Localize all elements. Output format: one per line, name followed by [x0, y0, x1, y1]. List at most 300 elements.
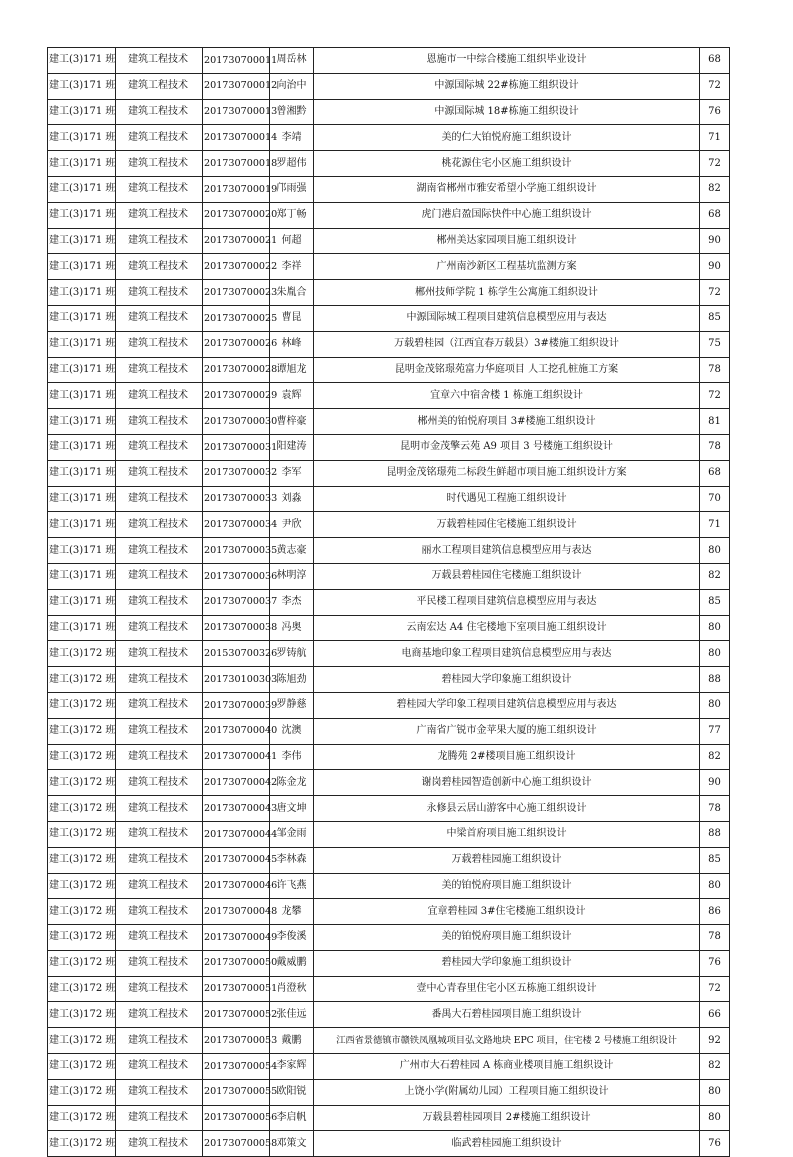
thesis-topic-cell: 上饶小学(附属幼儿园）工程项目施工组织设计	[314, 1079, 700, 1105]
student-name-cell: 李靖	[270, 125, 314, 151]
student-name-cell: 陈金龙	[270, 770, 314, 796]
thesis-topic-cell: 中梁首府项目施工组织设计	[314, 821, 700, 847]
student-id-cell: 201730700020	[203, 202, 270, 228]
major-cell: 建筑工程技术	[116, 589, 203, 615]
score-cell: 70	[700, 486, 730, 512]
table-row	[48, 99, 730, 125]
thesis-topic-cell: 丽水工程项目建筑信息模型应用与表达	[314, 538, 700, 564]
student-id-cell: 201730700019	[203, 176, 270, 202]
major-cell: 建筑工程技术	[116, 847, 203, 873]
score-cell: 82	[700, 1054, 730, 1080]
student-name-cell: 冯奥	[270, 615, 314, 641]
thesis-topic-cell: 广州市大石碧桂园 A 栋商业楼项目施工组织设计	[314, 1054, 700, 1080]
thesis-topic-cell: 碧桂园大学印象施工组织设计	[314, 667, 700, 693]
student-id-cell: 201730700021	[203, 228, 270, 254]
class-cell: 建工(3)172 班	[48, 976, 116, 1002]
student-name-cell: 朱胤合	[270, 280, 314, 306]
table-row	[48, 615, 730, 641]
student-id-cell: 201730700052	[203, 1002, 270, 1028]
table-row	[48, 821, 730, 847]
thesis-topic-cell: 万载县碧桂园住宅楼施工组织设计	[314, 563, 700, 589]
student-id-cell: 201730700041	[203, 744, 270, 770]
table-row	[48, 125, 730, 151]
student-name-cell: 李军	[270, 460, 314, 486]
student-name-cell: 陈旭劲	[270, 667, 314, 693]
student-name-cell: 曾湘黔	[270, 99, 314, 125]
major-cell: 建筑工程技术	[116, 615, 203, 641]
student-name-cell: 曹昆	[270, 305, 314, 331]
student-id-cell: 201730700053	[203, 1028, 270, 1054]
table-row	[48, 305, 730, 331]
thesis-topic-cell: 美的仁大铂悦府施工组织设计	[314, 125, 700, 151]
class-cell: 建工(3)171 班	[48, 202, 116, 228]
major-cell: 建筑工程技术	[116, 976, 203, 1002]
student-id-cell: 201730700031	[203, 434, 270, 460]
class-cell: 建工(3)172 班	[48, 667, 116, 693]
class-cell: 建工(3)172 班	[48, 873, 116, 899]
class-cell: 建工(3)171 班	[48, 615, 116, 641]
thesis-topic-cell: 中源国际城工程项目建筑信息模型应用与表达	[314, 305, 700, 331]
student-id-cell: 201730700036	[203, 563, 270, 589]
major-cell: 建筑工程技术	[116, 383, 203, 409]
table-row	[48, 667, 730, 693]
score-cell: 72	[700, 383, 730, 409]
thesis-topic-cell: 万载碧桂园施工组织设计	[314, 847, 700, 873]
grades-table	[47, 47, 730, 1157]
class-cell: 建工(3)172 班	[48, 899, 116, 925]
table-row	[48, 486, 730, 512]
student-id-cell: 201730700040	[203, 718, 270, 744]
class-cell: 建工(3)171 班	[48, 357, 116, 383]
score-cell: 92	[700, 1028, 730, 1054]
class-cell: 建工(3)171 班	[48, 460, 116, 486]
score-cell: 90	[700, 770, 730, 796]
class-cell: 建工(3)172 班	[48, 796, 116, 822]
class-cell: 建工(3)172 班	[48, 641, 116, 667]
table-row	[48, 563, 730, 589]
student-id-cell: 201730700050	[203, 950, 270, 976]
class-cell: 建工(3)171 班	[48, 434, 116, 460]
table-row	[48, 73, 730, 99]
major-cell: 建筑工程技术	[116, 1028, 203, 1054]
student-id-cell: 201730700012	[203, 73, 270, 99]
student-name-cell: 罗超伟	[270, 151, 314, 177]
score-cell: 72	[700, 151, 730, 177]
thesis-topic-cell: 永修县云居山游客中心施工组织设计	[314, 796, 700, 822]
class-cell: 建工(3)171 班	[48, 563, 116, 589]
major-cell: 建筑工程技术	[116, 718, 203, 744]
score-cell: 68	[700, 460, 730, 486]
table-row	[48, 899, 730, 925]
score-cell: 82	[700, 744, 730, 770]
major-cell: 建筑工程技术	[116, 460, 203, 486]
thesis-topic-cell: 广州南沙新区工程基坑监测方案	[314, 254, 700, 280]
major-cell: 建筑工程技术	[116, 486, 203, 512]
score-cell: 80	[700, 615, 730, 641]
major-cell: 建筑工程技术	[116, 409, 203, 435]
class-cell: 建工(3)171 班	[48, 383, 116, 409]
student-name-cell: 沈澳	[270, 718, 314, 744]
grades-table-body	[48, 48, 730, 1157]
thesis-topic-cell: 美的铂悦府项目施工组织设计	[314, 925, 700, 951]
student-name-cell: 何超	[270, 228, 314, 254]
student-name-cell: 林峰	[270, 331, 314, 357]
class-cell: 建工(3)172 班	[48, 950, 116, 976]
thesis-topic-cell: 宜章碧桂园 3#住宅楼施工组织设计	[314, 899, 700, 925]
thesis-topic-cell: 湖南省郴州市雅安希望小学施工组织设计	[314, 176, 700, 202]
class-cell: 建工(3)171 班	[48, 486, 116, 512]
thesis-topic-cell: 碧桂园大学印象工程项目建筑信息模型应用与表达	[314, 692, 700, 718]
major-cell: 建筑工程技术	[116, 331, 203, 357]
class-cell: 建工(3)172 班	[48, 847, 116, 873]
class-cell: 建工(3)171 班	[48, 125, 116, 151]
thesis-topic-cell: 昆明市金茂擎云苑 A9 项目 3 号楼施工组织设计	[314, 434, 700, 460]
score-cell: 86	[700, 899, 730, 925]
thesis-topic-cell: 云南宏达 A4 住宅楼地下室项目施工组织设计	[314, 615, 700, 641]
score-cell: 76	[700, 99, 730, 125]
thesis-topic-cell: 中源国际城 22#栋施工组织设计	[314, 73, 700, 99]
score-cell: 85	[700, 847, 730, 873]
major-cell: 建筑工程技术	[116, 667, 203, 693]
class-cell: 建工(3)171 班	[48, 254, 116, 280]
score-cell: 81	[700, 409, 730, 435]
thesis-topic-cell: 龙腾苑 2#楼项目施工组织设计	[314, 744, 700, 770]
score-cell: 82	[700, 176, 730, 202]
student-id-cell: 201730700028	[203, 357, 270, 383]
student-id-cell: 201730700044	[203, 821, 270, 847]
thesis-topic-cell: 中源国际城 18#栋施工组织设计	[314, 99, 700, 125]
student-name-cell: 李俊溪	[270, 925, 314, 951]
class-cell: 建工(3)171 班	[48, 176, 116, 202]
score-cell: 78	[700, 357, 730, 383]
class-cell: 建工(3)172 班	[48, 1079, 116, 1105]
student-id-cell: 201730700043	[203, 796, 270, 822]
table-row	[48, 976, 730, 1002]
major-cell: 建筑工程技术	[116, 357, 203, 383]
student-id-cell: 201730700045	[203, 847, 270, 873]
thesis-topic-cell: 万载碧桂园（江西宜春万载县）3#楼施工组织设计	[314, 331, 700, 357]
student-name-cell: 肖澄秋	[270, 976, 314, 1002]
student-name-cell: 戴鹏	[270, 1028, 314, 1054]
class-cell: 建工(3)172 班	[48, 821, 116, 847]
student-name-cell: 刘淼	[270, 486, 314, 512]
score-cell: 71	[700, 125, 730, 151]
major-cell: 建筑工程技术	[116, 796, 203, 822]
major-cell: 建筑工程技术	[116, 151, 203, 177]
major-cell: 建筑工程技术	[116, 512, 203, 538]
student-id-cell: 201730700026	[203, 331, 270, 357]
student-id-cell: 201730700033	[203, 486, 270, 512]
thesis-topic-cell: 电商基地印象工程项目建筑信息模型应用与表达	[314, 641, 700, 667]
class-cell: 建工(3)172 班	[48, 1028, 116, 1054]
score-cell: 80	[700, 538, 730, 564]
class-cell: 建工(3)172 班	[48, 1131, 116, 1157]
thesis-topic-cell: 谢岗碧桂园智造创新中心施工组织设计	[314, 770, 700, 796]
student-id-cell: 201730700025	[203, 305, 270, 331]
student-name-cell: 邓策文	[270, 1131, 314, 1157]
table-row	[48, 512, 730, 538]
table-row	[48, 254, 730, 280]
student-id-cell: 201730700042	[203, 770, 270, 796]
thesis-topic-cell: 虎门港启盈国际快件中心施工组织设计	[314, 202, 700, 228]
class-cell: 建工(3)171 班	[48, 73, 116, 99]
student-id-cell: 201730700049	[203, 925, 270, 951]
score-cell: 85	[700, 589, 730, 615]
major-cell: 建筑工程技术	[116, 48, 203, 74]
table-row	[48, 873, 730, 899]
major-cell: 建筑工程技术	[116, 228, 203, 254]
table-row	[48, 228, 730, 254]
major-cell: 建筑工程技术	[116, 1002, 203, 1028]
thesis-topic-cell: 番禺大石碧桂园项目施工组织设计	[314, 1002, 700, 1028]
thesis-topic-cell: 桃花源住宅小区施工组织设计	[314, 151, 700, 177]
table-row	[48, 434, 730, 460]
table-row	[48, 1002, 730, 1028]
score-cell: 82	[700, 563, 730, 589]
table-row	[48, 1054, 730, 1080]
thesis-topic-cell: 恩施市一中综合楼施工组织毕业设计	[314, 48, 700, 74]
table-row	[48, 383, 730, 409]
major-cell: 建筑工程技术	[116, 821, 203, 847]
major-cell: 建筑工程技术	[116, 692, 203, 718]
thesis-topic-cell: 郴州美的铂悦府项目 3#楼施工组织设计	[314, 409, 700, 435]
thesis-topic-cell: 广南省广锐市金苹果大厦的施工组织设计	[314, 718, 700, 744]
class-cell: 建工(3)171 班	[48, 589, 116, 615]
score-cell: 78	[700, 434, 730, 460]
student-name-cell: 林明淳	[270, 563, 314, 589]
thesis-topic-cell: 美的铂悦府项目施工组织设计	[314, 873, 700, 899]
table-row	[48, 176, 730, 202]
major-cell: 建筑工程技术	[116, 434, 203, 460]
table-row	[48, 1105, 730, 1131]
student-name-cell: 张佳远	[270, 1002, 314, 1028]
table-row	[48, 770, 730, 796]
student-id-cell: 201730700058	[203, 1131, 270, 1157]
student-name-cell: 唐文坤	[270, 796, 314, 822]
major-cell: 建筑工程技术	[116, 770, 203, 796]
major-cell: 建筑工程技术	[116, 899, 203, 925]
score-cell: 72	[700, 280, 730, 306]
major-cell: 建筑工程技术	[116, 99, 203, 125]
major-cell: 建筑工程技术	[116, 176, 203, 202]
table-row	[48, 1079, 730, 1105]
score-cell: 90	[700, 254, 730, 280]
score-cell: 68	[700, 202, 730, 228]
class-cell: 建工(3)171 班	[48, 228, 116, 254]
score-cell: 80	[700, 1105, 730, 1131]
student-name-cell: 郑丁畅	[270, 202, 314, 228]
student-name-cell: 欧阳锐	[270, 1079, 314, 1105]
score-cell: 68	[700, 48, 730, 74]
student-name-cell: 李启帆	[270, 1105, 314, 1131]
table-row	[48, 744, 730, 770]
thesis-topic-cell: 郴州技师学院 1 栋学生公寓施工组织设计	[314, 280, 700, 306]
major-cell: 建筑工程技术	[116, 305, 203, 331]
score-cell: 71	[700, 512, 730, 538]
major-cell: 建筑工程技术	[116, 125, 203, 151]
major-cell: 建筑工程技术	[116, 1054, 203, 1080]
thesis-topic-cell: 临武碧桂园施工组织设计	[314, 1131, 700, 1157]
thesis-topic-cell: 万载县碧桂园项目 2#楼施工组织设计	[314, 1105, 700, 1131]
class-cell: 建工(3)172 班	[48, 770, 116, 796]
class-cell: 建工(3)172 班	[48, 744, 116, 770]
table-row	[48, 331, 730, 357]
table-row	[48, 796, 730, 822]
student-id-cell: 201730700029	[203, 383, 270, 409]
thesis-topic-cell: 昆明金茂铭璟苑二标段生鲜超市项目施工组织设计方案	[314, 460, 700, 486]
major-cell: 建筑工程技术	[116, 744, 203, 770]
table-row	[48, 1028, 730, 1054]
student-id-cell: 201730700039	[203, 692, 270, 718]
student-id-cell: 201730700055	[203, 1079, 270, 1105]
class-cell: 建工(3)171 班	[48, 151, 116, 177]
student-name-cell: 龙攀	[270, 899, 314, 925]
score-cell: 78	[700, 925, 730, 951]
student-id-cell: 201730700013	[203, 99, 270, 125]
thesis-topic-cell: 碧桂园大学印象施工组织设计	[314, 950, 700, 976]
table-row	[48, 409, 730, 435]
major-cell: 建筑工程技术	[116, 563, 203, 589]
class-cell: 建工(3)171 班	[48, 538, 116, 564]
table-row	[48, 641, 730, 667]
thesis-topic-cell: 万载碧桂园住宅楼施工组织设计	[314, 512, 700, 538]
class-cell: 建工(3)171 班	[48, 409, 116, 435]
student-id-cell: 201730700046	[203, 873, 270, 899]
student-name-cell: 袁辉	[270, 383, 314, 409]
student-name-cell: 戴威鹏	[270, 950, 314, 976]
major-cell: 建筑工程技术	[116, 950, 203, 976]
major-cell: 建筑工程技术	[116, 254, 203, 280]
table-row	[48, 460, 730, 486]
table-row	[48, 950, 730, 976]
student-id-cell: 201730700030	[203, 409, 270, 435]
score-cell: 76	[700, 1131, 730, 1157]
student-name-cell: 邹金雨	[270, 821, 314, 847]
student-id-cell: 201730700014	[203, 125, 270, 151]
table-row	[48, 202, 730, 228]
major-cell: 建筑工程技术	[116, 73, 203, 99]
table-row	[48, 48, 730, 74]
score-cell: 80	[700, 692, 730, 718]
student-id-cell: 201530700326	[203, 641, 270, 667]
class-cell: 建工(3)172 班	[48, 1054, 116, 1080]
class-cell: 建工(3)172 班	[48, 718, 116, 744]
table-row	[48, 718, 730, 744]
major-cell: 建筑工程技术	[116, 202, 203, 228]
score-cell: 77	[700, 718, 730, 744]
score-cell: 90	[700, 228, 730, 254]
table-row	[48, 357, 730, 383]
thesis-topic-cell: 昆明金茂铭璟苑富力华庭项目 人工挖孔桩施工方案	[314, 357, 700, 383]
student-name-cell: 罗铸航	[270, 641, 314, 667]
major-cell: 建筑工程技术	[116, 1105, 203, 1131]
student-id-cell: 201730700056	[203, 1105, 270, 1131]
student-id-cell: 201730700054	[203, 1054, 270, 1080]
student-name-cell: 尹欣	[270, 512, 314, 538]
major-cell: 建筑工程技术	[116, 641, 203, 667]
score-cell: 75	[700, 331, 730, 357]
score-cell: 72	[700, 73, 730, 99]
score-cell: 80	[700, 873, 730, 899]
table-row	[48, 280, 730, 306]
score-cell: 72	[700, 976, 730, 1002]
table-row	[48, 538, 730, 564]
student-name-cell: 李伟	[270, 744, 314, 770]
class-cell: 建工(3)172 班	[48, 1105, 116, 1131]
major-cell: 建筑工程技术	[116, 925, 203, 951]
major-cell: 建筑工程技术	[116, 538, 203, 564]
class-cell: 建工(3)171 班	[48, 331, 116, 357]
major-cell: 建筑工程技术	[116, 280, 203, 306]
student-id-cell: 201730700034	[203, 512, 270, 538]
score-cell: 88	[700, 821, 730, 847]
student-id-cell: 201730700038	[203, 615, 270, 641]
major-cell: 建筑工程技术	[116, 1079, 203, 1105]
table-row	[48, 692, 730, 718]
student-name-cell: 邝雨强	[270, 176, 314, 202]
student-id-cell: 201730700032	[203, 460, 270, 486]
student-name-cell: 谭旭龙	[270, 357, 314, 383]
major-cell: 建筑工程技术	[116, 873, 203, 899]
score-cell: 80	[700, 1079, 730, 1105]
student-id-cell: 201730700037	[203, 589, 270, 615]
student-name-cell: 李杰	[270, 589, 314, 615]
table-row	[48, 925, 730, 951]
student-id-cell: 201730700022	[203, 254, 270, 280]
class-cell: 建工(3)171 班	[48, 99, 116, 125]
student-name-cell: 向治中	[270, 73, 314, 99]
thesis-topic-cell: 时代遇见工程施工组织设计	[314, 486, 700, 512]
student-name-cell: 曹梓豪	[270, 409, 314, 435]
student-name-cell: 许飞燕	[270, 873, 314, 899]
student-name-cell: 周岳林	[270, 48, 314, 74]
class-cell: 建工(3)171 班	[48, 48, 116, 74]
student-id-cell: 201730100303	[203, 667, 270, 693]
student-id-cell: 201730700035	[203, 538, 270, 564]
major-cell: 建筑工程技术	[116, 1131, 203, 1157]
student-name-cell: 李祥	[270, 254, 314, 280]
score-cell: 85	[700, 305, 730, 331]
table-row	[48, 151, 730, 177]
class-cell: 建工(3)172 班	[48, 1002, 116, 1028]
student-name-cell: 罗静慈	[270, 692, 314, 718]
student-id-cell: 201730700018	[203, 151, 270, 177]
thesis-topic-cell: 宜章六中宿舍楼 1 栋施工组织设计	[314, 383, 700, 409]
score-cell: 78	[700, 796, 730, 822]
score-cell: 80	[700, 641, 730, 667]
student-name-cell: 黄志豪	[270, 538, 314, 564]
table-row	[48, 589, 730, 615]
student-id-cell: 201730700048	[203, 899, 270, 925]
thesis-topic-cell: 江西省景德镇市赣铁凤凰城项目弘文路地块 EPC 项目，住宅楼 2 号楼施工组织设计	[314, 1028, 700, 1054]
student-name-cell: 李家辉	[270, 1054, 314, 1080]
table-row	[48, 1131, 730, 1157]
class-cell: 建工(3)171 班	[48, 280, 116, 306]
class-cell: 建工(3)172 班	[48, 692, 116, 718]
class-cell: 建工(3)171 班	[48, 512, 116, 538]
student-name-cell: 阳建涛	[270, 434, 314, 460]
thesis-topic-cell: 平民楼工程项目建筑信息模型应用与表达	[314, 589, 700, 615]
score-cell: 66	[700, 1002, 730, 1028]
class-cell: 建工(3)171 班	[48, 305, 116, 331]
student-id-cell: 201730700011	[203, 48, 270, 74]
student-id-cell: 201730700051	[203, 976, 270, 1002]
score-cell: 76	[700, 950, 730, 976]
student-name-cell: 李林森	[270, 847, 314, 873]
table-row	[48, 847, 730, 873]
class-cell: 建工(3)172 班	[48, 925, 116, 951]
student-id-cell: 201730700023	[203, 280, 270, 306]
